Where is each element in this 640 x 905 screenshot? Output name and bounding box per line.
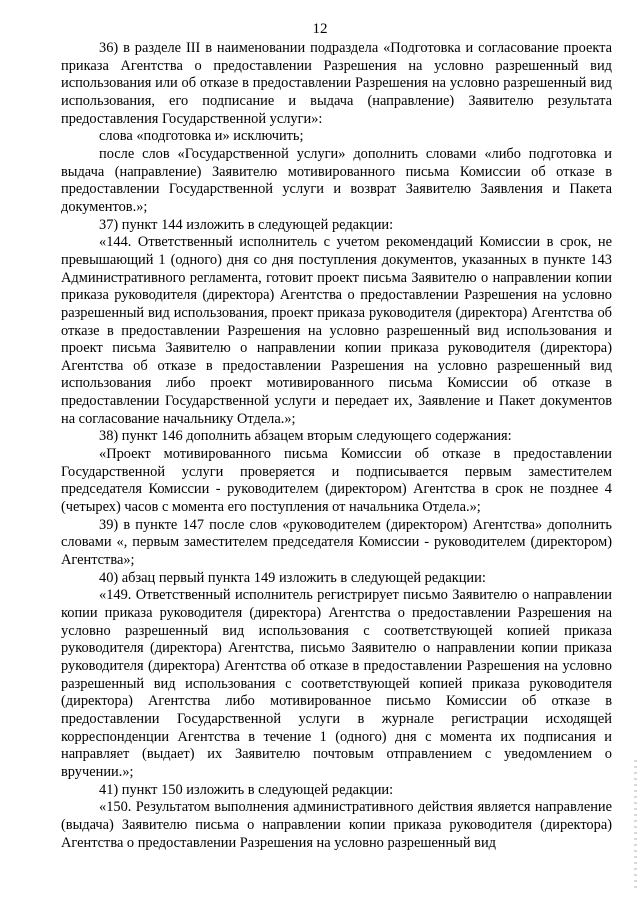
paragraph-item-41: 41) пункт 150 изложить в следующей редакции: [99, 781, 394, 798]
paragraph-clause-149: «149. Ответственный исполнитель регистрирует письмо Заявителю о направлении копии приказа руководителя (директора) Агентства о предоставлении Разрешения на условно разрешенный вид использования с соответствующей копией приказа руководителя (директора) Агентства, письмо Заявителю о направлении копии приказа руководителя (директора) Агентства об отказе в предоставлении Разрешения на условно разрешенный вид использования с соответствующей копией приказа руководителя (директора) Агентства либо мотивированное письмо Комиссии об отказе в предоставлении Государственной услуги в журнале регистрации исходящей корреспонденции Агентства в течение 1 (одного) дня с момента их подписания и направляет (выдает) их Заявителю почтовым отправлением с уведомлением о вручении.»; [61, 587, 612, 780]
paragraph-clause-144: «144. Ответственный исполнитель с учетом рекомендаций Комиссии в срок, не превышающий 1 (одного) дня со дня поступления документов, указанных в пункте 143 Административного регламента, готовит проект письма Заявителю о направлении копии приказа руководителя (директора) Агентства о предоставлении Разрешения на условно разрешенный вид использования, проект приказа руководителя (директора) Агентства об отказе в предоставлении Разрешения на условно разрешенный вид использования и проект письма Заявителю о направлении копии приказа руководителя (директора) Агентства об отказе в предоставлении Разрешения на условно разрешенный вид использования либо проект мотивированного письма Комиссии об отказе в предоставлении Государственной услуги и передает их, Заявление и Пакет документов на согласование начальнику Отдела.»; [61, 234, 612, 427]
page-number: 12 [312, 21, 328, 37]
paragraph-item-38: 38) пункт 146 дополнить абзацем вторым следующего содержания: [99, 428, 512, 445]
paragraph-item-39: 39) в пункте 147 после слов «руководителем (директором) Агентства» дополнить словами «, первым заместителем председателя Комиссии - руководителем (директором) Агентства»; [61, 516, 612, 569]
scan-edge-mark [634, 760, 637, 890]
paragraph-words-added: после слов «Государственной услуги» дополнить словами «либо подготовка и выдача (направление) Заявителю мотивированного письма Комиссии об отказе в предоставлении Государственной услуги и возврат Заявителю Заявления и Пакета документов.»; [61, 145, 612, 215]
paragraph-item-36: 36) в разделе III в наименовании подраздела «Подготовка и согласование проекта приказа Агентства о предоставлении Разрешения на условно разрешенный вид использования или об отказе в предоставлении Разрешения на условно разрешенный вид использования, его подписание и выдача (направление) Заявителю результата предоставления Государственной услуги»: [61, 40, 612, 127]
paragraph-item-37: 37) пункт 144 изложить в следующей редакции: [99, 216, 394, 233]
document-body [61, 40, 612, 852]
paragraph-words-excluded: слова «подготовка и» исключить; [99, 128, 304, 145]
paragraph-item-40: 40) абзац первый пункта 149 изложить в следующей редакции: [99, 569, 486, 586]
paragraph-clause-150: «150. Результатом выполнения административного действия является направление (выдача) Заявителю письма о направлении копии приказа руководителя (директора) Агентства о предоставлении Разрешения на условно разрешенный вид [61, 799, 612, 851]
paragraph-clause-146-addition: «Проект мотивированного письма Комиссии об отказе в предоставлении Государственной услуги проверяется и подписывается первым заместителем председателя Комиссии - руководителем (директором) Агентства в срок не позднее 4 (четырех) часов с момента его поступления от начальника Отдела.»; [61, 446, 612, 516]
